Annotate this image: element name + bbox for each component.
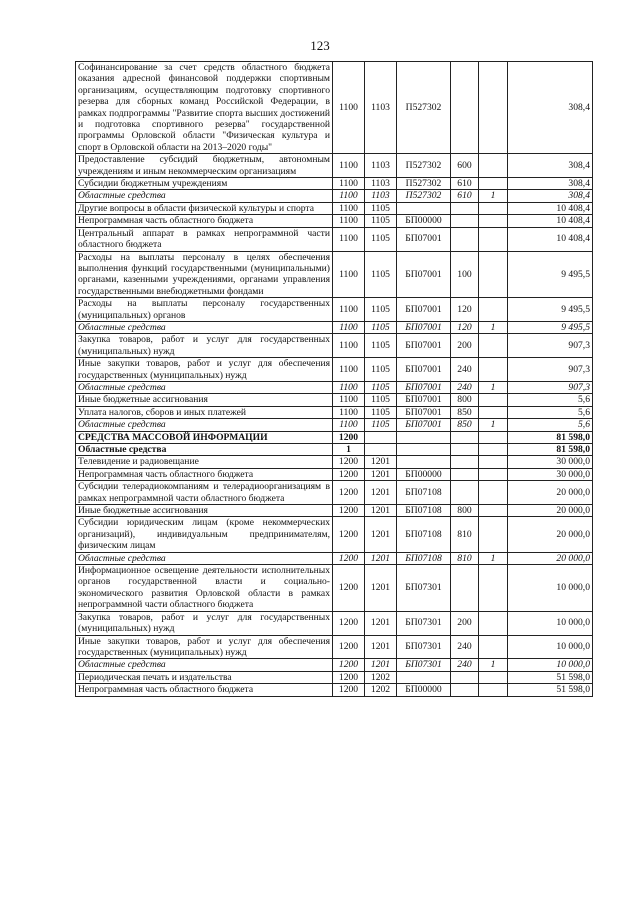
- subsection-code: 1201: [365, 468, 397, 480]
- row-name: Иные закупки товаров, работ и услуг для обеспечения государственных (муниципальных) нужд: [76, 358, 333, 382]
- funding-source-code: [479, 684, 508, 696]
- target-article-code: БП07301: [397, 611, 451, 635]
- target-article-code: БП07001: [397, 334, 451, 358]
- funding-source-code: 1: [479, 552, 508, 564]
- target-article-code: БП07001: [397, 406, 451, 418]
- row-name: Центральный аппарат в рамках непрограммной части областного бюджета: [76, 227, 333, 251]
- target-article-code: БП07001: [397, 251, 451, 298]
- table-row: [76, 215, 593, 227]
- row-name: Уплата налогов, сборов и иных платежей: [76, 406, 333, 418]
- funding-source-code: [479, 444, 508, 456]
- expense-type-code: 850: [451, 406, 479, 418]
- amount: 308,4: [508, 190, 593, 202]
- expense-type-code: [451, 444, 479, 456]
- target-article-code: БП07001: [397, 381, 451, 393]
- amount: 30 000,0: [508, 468, 593, 480]
- subsection-code: 1105: [365, 215, 397, 227]
- target-article-code: БП07001: [397, 321, 451, 333]
- target-article-code: БП07108: [397, 517, 451, 552]
- expense-type-code: 200: [451, 334, 479, 358]
- subsection-code: 1202: [365, 671, 397, 683]
- funding-source-code: [479, 481, 508, 505]
- row-name: Закупка товаров, работ и услуг для государственных (муниципальных) нужд: [76, 334, 333, 358]
- section-code: 1200: [333, 468, 365, 480]
- target-article-code: БП07301: [397, 565, 451, 612]
- amount: 9 495,5: [508, 251, 593, 298]
- row-name: Субсидии телерадиокомпаниям и телерадиоорганизациям в рамках непрограммной части областного бюджета: [76, 481, 333, 505]
- subsection-code: 1202: [365, 684, 397, 696]
- row-name: Непрограммная часть областного бюджета: [76, 215, 333, 227]
- amount: 10 000,0: [508, 611, 593, 635]
- section-code: 1100: [333, 202, 365, 214]
- section-code: 1200: [333, 481, 365, 505]
- table-row: [76, 334, 593, 358]
- section-code: 1100: [333, 251, 365, 298]
- subsection-code: 1105: [365, 406, 397, 418]
- expense-type-code: 800: [451, 505, 479, 517]
- row-name: Софинансирование за счет средств областного бюджета оказания адресной финансовой поддержки спортивным организациям, осуществляющим подготовку спортивного резерва для сборных команд Российской Федерации, в рамках подпрограммы "Развитие спорта высших достижений и подготовка спортивного резерва" государственной программы Орловской области "Физическая культура и спорт в Орловской области на 2013–2020 годы": [76, 62, 333, 154]
- subsection-code: 1105: [365, 394, 397, 406]
- target-article-code: БП07001: [397, 358, 451, 382]
- target-article-code: БП07001: [397, 394, 451, 406]
- section-code: 1200: [333, 565, 365, 612]
- subsection-code: 1105: [365, 298, 397, 322]
- expense-type-code: 200: [451, 611, 479, 635]
- funding-source-code: [479, 227, 508, 251]
- funding-source-code: [479, 456, 508, 468]
- table-row: [76, 611, 593, 635]
- row-name: Областные средства: [76, 552, 333, 564]
- funding-source-code: [479, 505, 508, 517]
- subsection-code: 1201: [365, 635, 397, 659]
- subsection-code: 1105: [365, 381, 397, 393]
- amount: 5,6: [508, 419, 593, 431]
- expense-type-code: 850: [451, 419, 479, 431]
- amount: 308,4: [508, 178, 593, 190]
- table-row: [76, 481, 593, 505]
- row-name: Субсидии юридическим лицам (кроме некоммерческих организаций), индивидуальным предпринимателям, физическим лицам: [76, 517, 333, 552]
- target-article-code: БП00000: [397, 468, 451, 480]
- table-row: [76, 154, 593, 178]
- funding-source-code: [479, 394, 508, 406]
- table-row: [76, 456, 593, 468]
- section-code: 1100: [333, 178, 365, 190]
- row-name: Телевидение и радиовещание: [76, 456, 333, 468]
- funding-source-code: [479, 635, 508, 659]
- row-name: Расходы на выплаты персоналу в целях обеспечения выполнения функций государственными (муниципальными) органами, казенными учреждениями, органами управления государственными внебюджетными фондами: [76, 251, 333, 298]
- funding-source-code: [479, 202, 508, 214]
- table-row: [76, 406, 593, 418]
- section-code: 1200: [333, 552, 365, 564]
- table-row: [76, 321, 593, 333]
- target-article-code: БП07301: [397, 635, 451, 659]
- amount: 10 000,0: [508, 635, 593, 659]
- expense-type-code: [451, 684, 479, 696]
- target-article-code: П527302: [397, 154, 451, 178]
- target-article-code: БП07001: [397, 227, 451, 251]
- amount: 907,3: [508, 334, 593, 358]
- funding-source-code: [479, 154, 508, 178]
- row-name: Областные средства: [76, 381, 333, 393]
- subsection-code: 1201: [365, 456, 397, 468]
- amount: 20 000,0: [508, 552, 593, 564]
- target-article-code: П527302: [397, 62, 451, 154]
- expense-type-code: 100: [451, 251, 479, 298]
- amount: 30 000,0: [508, 456, 593, 468]
- section-code: 1200: [333, 684, 365, 696]
- row-name: СРЕДСТВА МАССОВОЙ ИНФОРМАЦИИ: [76, 431, 333, 443]
- row-name: Областные средства: [76, 419, 333, 431]
- amount: 20 000,0: [508, 517, 593, 552]
- subsection-code: 1105: [365, 419, 397, 431]
- target-article-code: БП07108: [397, 552, 451, 564]
- section-code: 1100: [333, 298, 365, 322]
- funding-source-code: 1: [479, 659, 508, 671]
- funding-source-code: [479, 251, 508, 298]
- target-article-code: БП00000: [397, 684, 451, 696]
- amount: 20 000,0: [508, 505, 593, 517]
- amount: 5,6: [508, 406, 593, 418]
- expense-type-code: 120: [451, 298, 479, 322]
- row-name: Иные бюджетные ассигнования: [76, 394, 333, 406]
- subsection-code: 1103: [365, 190, 397, 202]
- table-row: [76, 381, 593, 393]
- expense-type-code: 600: [451, 154, 479, 178]
- target-article-code: БП00000: [397, 215, 451, 227]
- subsection-code: 1201: [365, 517, 397, 552]
- funding-source-code: [479, 406, 508, 418]
- table-row: [76, 251, 593, 298]
- target-article-code: БП07001: [397, 298, 451, 322]
- target-article-code: БП07108: [397, 505, 451, 517]
- funding-source-code: 1: [479, 190, 508, 202]
- target-article-code: [397, 202, 451, 214]
- amount: 907,3: [508, 381, 593, 393]
- section-code: 1100: [333, 321, 365, 333]
- table-row: [76, 394, 593, 406]
- funding-source-code: [479, 62, 508, 154]
- funding-source-code: 1: [479, 419, 508, 431]
- expense-type-code: 240: [451, 635, 479, 659]
- table-row: [76, 62, 593, 154]
- row-name: Субсидии бюджетным учреждениям: [76, 178, 333, 190]
- target-article-code: [397, 431, 451, 443]
- target-article-code: [397, 444, 451, 456]
- section-code: 1200: [333, 635, 365, 659]
- funding-source-code: [479, 611, 508, 635]
- section-code: 1200: [333, 611, 365, 635]
- subsection-code: 1201: [365, 505, 397, 517]
- table-row: [76, 635, 593, 659]
- expense-type-code: [451, 62, 479, 154]
- row-name: Расходы на выплаты персоналу государственных (муниципальных) органов: [76, 298, 333, 322]
- expense-type-code: 610: [451, 190, 479, 202]
- expense-type-code: [451, 565, 479, 612]
- amount: 81 598,0: [508, 431, 593, 443]
- table-row: [76, 552, 593, 564]
- amount: 10 408,4: [508, 227, 593, 251]
- table-row: [76, 684, 593, 696]
- section-code: 1200: [333, 659, 365, 671]
- subsection-code: 1201: [365, 611, 397, 635]
- target-article-code: [397, 456, 451, 468]
- funding-source-code: [479, 468, 508, 480]
- row-name: Областные средства: [76, 444, 333, 456]
- funding-source-code: [479, 358, 508, 382]
- page-number: 123: [310, 38, 330, 53]
- funding-source-code: 1: [479, 381, 508, 393]
- subsection-code: 1105: [365, 321, 397, 333]
- row-name: Информационное освещение деятельности исполнительных органов государственной власти и социально-экономического развития Орловской области в рамках непрограммной части областного бюджета: [76, 565, 333, 612]
- funding-source-code: 1: [479, 321, 508, 333]
- table-row: [76, 202, 593, 214]
- amount: 20 000,0: [508, 481, 593, 505]
- expense-type-code: 120: [451, 321, 479, 333]
- row-name: Иные закупки товаров, работ и услуг для обеспечения государственных (муниципальных) нужд: [76, 635, 333, 659]
- table-row: [76, 671, 593, 683]
- target-article-code: [397, 671, 451, 683]
- table-row: [76, 190, 593, 202]
- section-code: 1100: [333, 358, 365, 382]
- table-row: [76, 468, 593, 480]
- funding-source-code: [479, 517, 508, 552]
- subsection-code: 1105: [365, 358, 397, 382]
- subsection-code: [365, 431, 397, 443]
- expense-type-code: 240: [451, 358, 479, 382]
- table-row: [76, 298, 593, 322]
- amount: 5,6: [508, 394, 593, 406]
- row-name: Периодическая печать и издательства: [76, 671, 333, 683]
- row-name: Иные бюджетные ассигнования: [76, 505, 333, 517]
- amount: 10 408,4: [508, 202, 593, 214]
- subsection-code: 1201: [365, 565, 397, 612]
- subsection-code: 1103: [365, 178, 397, 190]
- row-name: Другие вопросы в области физической культуры и спорта: [76, 202, 333, 214]
- amount: 10 000,0: [508, 659, 593, 671]
- expense-type-code: 810: [451, 552, 479, 564]
- section-code: 1100: [333, 381, 365, 393]
- subsection-code: 1105: [365, 227, 397, 251]
- expense-type-code: [451, 468, 479, 480]
- row-name: Областные средства: [76, 659, 333, 671]
- table-row: [76, 178, 593, 190]
- row-name: Закупка товаров, работ и услуг для государственных (муниципальных) нужд: [76, 611, 333, 635]
- section-code: 1100: [333, 406, 365, 418]
- section-code: 1200: [333, 456, 365, 468]
- subsection-code: 1103: [365, 154, 397, 178]
- funding-source-code: [479, 334, 508, 358]
- target-article-code: БП07001: [397, 419, 451, 431]
- subsection-code: 1103: [365, 62, 397, 154]
- subsection-code: [365, 444, 397, 456]
- section-code: 1100: [333, 190, 365, 202]
- amount: 51 598,0: [508, 671, 593, 683]
- table-row: [76, 358, 593, 382]
- amount: 51 598,0: [508, 684, 593, 696]
- amount: 308,4: [508, 62, 593, 154]
- subsection-code: 1105: [365, 334, 397, 358]
- table-row: [76, 505, 593, 517]
- table-row: [76, 227, 593, 251]
- section-code: 1100: [333, 154, 365, 178]
- expense-type-code: 610: [451, 178, 479, 190]
- expense-type-code: 810: [451, 517, 479, 552]
- subsection-code: 1201: [365, 552, 397, 564]
- expense-type-code: [451, 202, 479, 214]
- expense-type-code: [451, 456, 479, 468]
- funding-source-code: [479, 671, 508, 683]
- funding-source-code: [479, 298, 508, 322]
- section-code: 1200: [333, 505, 365, 517]
- subsection-code: 1105: [365, 202, 397, 214]
- target-article-code: П527302: [397, 190, 451, 202]
- subsection-code: 1105: [365, 251, 397, 298]
- subsection-code: 1201: [365, 481, 397, 505]
- expense-type-code: [451, 481, 479, 505]
- expense-type-code: [451, 215, 479, 227]
- row-name: Непрограммная часть областного бюджета: [76, 468, 333, 480]
- target-article-code: БП07108: [397, 481, 451, 505]
- section-code: 1100: [333, 419, 365, 431]
- amount: 81 598,0: [508, 444, 593, 456]
- row-name: Областные средства: [76, 321, 333, 333]
- table-row: [76, 659, 593, 671]
- expense-type-code: 240: [451, 381, 479, 393]
- expense-type-code: [451, 227, 479, 251]
- section-code: 1100: [333, 62, 365, 154]
- funding-source-code: [479, 431, 508, 443]
- section-code: 1100: [333, 394, 365, 406]
- amount: 10 408,4: [508, 215, 593, 227]
- table-row: [76, 517, 593, 552]
- table-row: [76, 565, 593, 612]
- section-code: 1100: [333, 334, 365, 358]
- budget-table: [75, 61, 593, 697]
- section-code: 1100: [333, 215, 365, 227]
- amount: 907,3: [508, 358, 593, 382]
- budget-table-body: [76, 62, 593, 697]
- table-row: [76, 419, 593, 431]
- funding-source-code: [479, 215, 508, 227]
- expense-type-code: [451, 671, 479, 683]
- row-name: Областные средства: [76, 190, 333, 202]
- amount: 308,4: [508, 154, 593, 178]
- amount: 9 495,5: [508, 298, 593, 322]
- amount: 10 000,0: [508, 565, 593, 612]
- expense-type-code: 800: [451, 394, 479, 406]
- table-row: [76, 431, 593, 443]
- section-code: 1100: [333, 227, 365, 251]
- section-code: 1200: [333, 671, 365, 683]
- funding-source-code: [479, 565, 508, 612]
- row-name: Предоставление субсидий бюджетным, автономным учреждениям и иным некоммерческим организациям: [76, 154, 333, 178]
- section-code: 1: [333, 444, 365, 456]
- expense-type-code: 240: [451, 659, 479, 671]
- table-row: [76, 444, 593, 456]
- row-name: Непрограммная часть областного бюджета: [76, 684, 333, 696]
- section-code: 1200: [333, 517, 365, 552]
- expense-type-code: [451, 431, 479, 443]
- subsection-code: 1201: [365, 659, 397, 671]
- target-article-code: П527302: [397, 178, 451, 190]
- amount: 9 495,5: [508, 321, 593, 333]
- section-code: 1200: [333, 431, 365, 443]
- funding-source-code: [479, 178, 508, 190]
- target-article-code: БП07301: [397, 659, 451, 671]
